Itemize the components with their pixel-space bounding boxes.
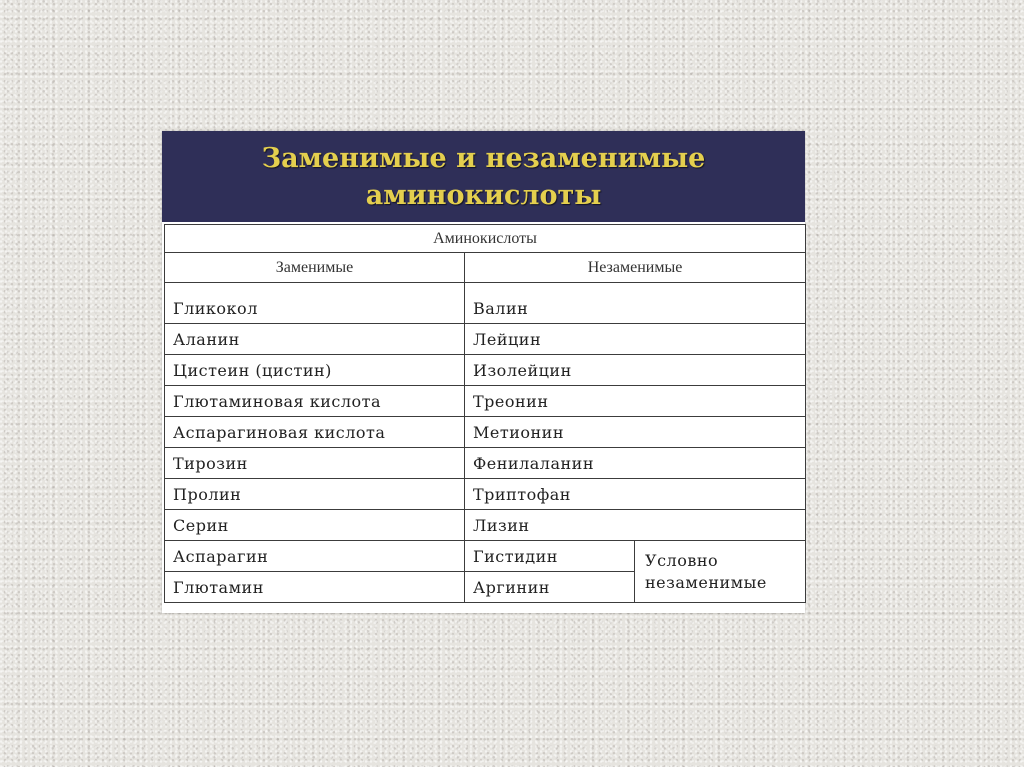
essential-cell: Аргинин [465, 572, 635, 603]
essential-cell: Лизин [465, 510, 806, 541]
replaceable-cell: Аспарагин [165, 541, 465, 572]
column-header-replaceable: Заменимые [165, 253, 465, 283]
essential-cell: Метионин [465, 417, 806, 448]
essential-cell: Лейцин [465, 324, 806, 355]
table-subheader-row [165, 253, 806, 283]
table-header-row [165, 225, 806, 253]
replaceable-cell: Глютаминовая кислота [165, 386, 465, 417]
table-header: Аминокислоты [165, 225, 806, 253]
replaceable-cell: Аспарагиновая кислота [165, 417, 465, 448]
table-row [165, 510, 806, 541]
amino-acids-table [164, 224, 806, 603]
replaceable-cell: Серин [165, 510, 465, 541]
essential-cell: Гистидин [465, 541, 635, 572]
column-header-essential: Незаменимые [465, 253, 806, 283]
slide-title-line-1: Заменимые и незаменимые [261, 142, 706, 174]
essential-cell: Валин [465, 283, 806, 324]
replaceable-cell: Гликокол [165, 283, 465, 324]
table-row [165, 448, 806, 479]
conditionally-essential-label: Условно незаменимые [635, 541, 806, 603]
table-row [165, 355, 806, 386]
table-row [165, 386, 806, 417]
replaceable-cell: Глютамин [165, 572, 465, 603]
table-row [165, 479, 806, 510]
slide-title-banner [162, 131, 805, 222]
table-row [165, 283, 806, 324]
replaceable-cell: Цистеин (цистин) [165, 355, 465, 386]
essential-cell: Изолейцин [465, 355, 806, 386]
essential-cell: Триптофан [465, 479, 806, 510]
essential-cell: Фенилаланин [465, 448, 806, 479]
slide-title-line-2: аминокислоты [365, 179, 602, 211]
table-row [165, 541, 806, 572]
table-row [165, 324, 806, 355]
replaceable-cell: Тирозин [165, 448, 465, 479]
table-row [165, 417, 806, 448]
essential-cell: Треонин [465, 386, 806, 417]
slide [162, 131, 805, 613]
replaceable-cell: Аланин [165, 324, 465, 355]
replaceable-cell: Пролин [165, 479, 465, 510]
